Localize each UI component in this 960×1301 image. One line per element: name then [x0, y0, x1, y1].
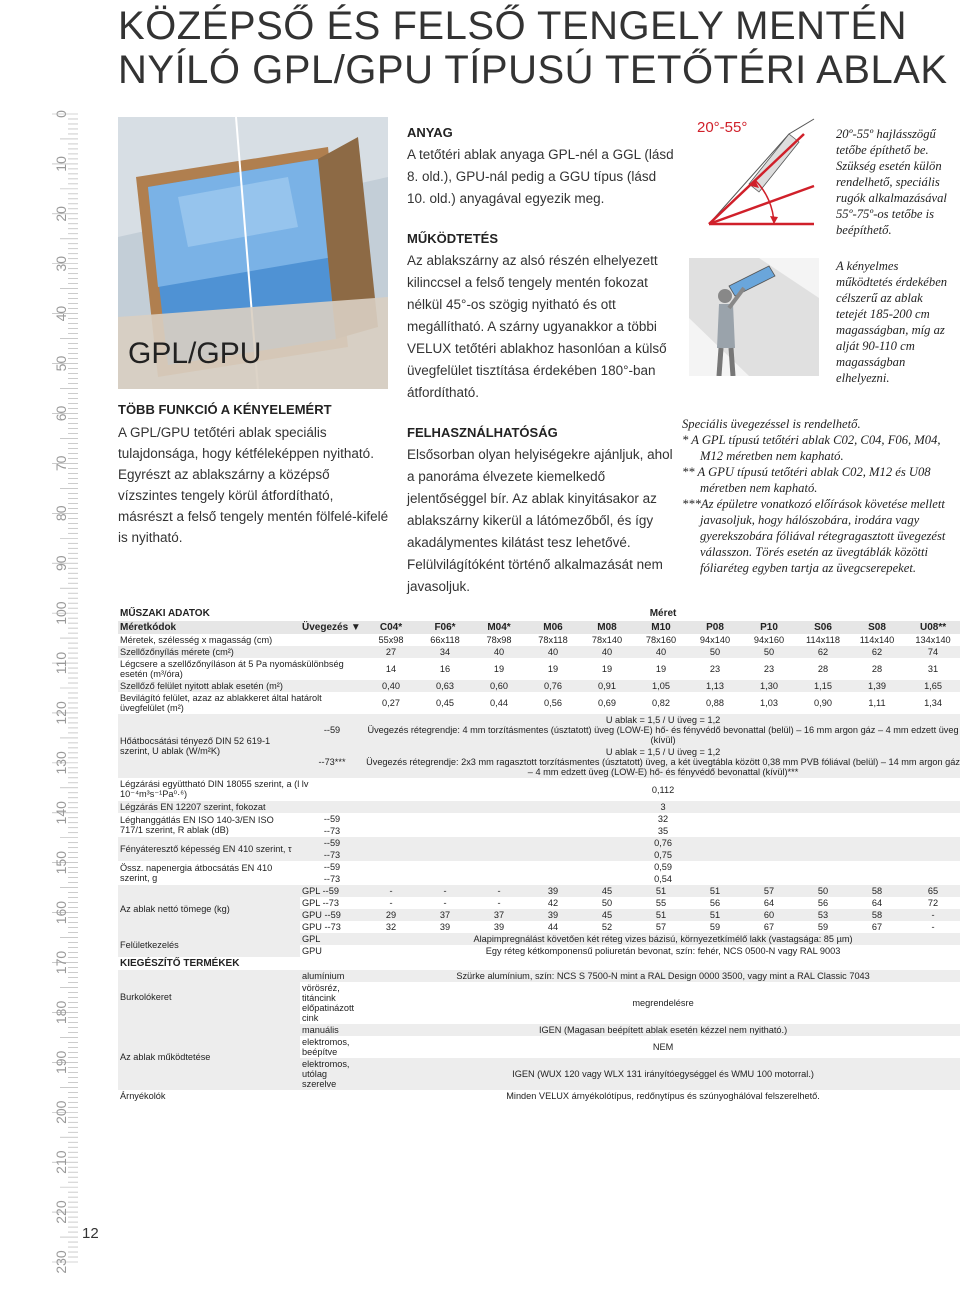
table-row: [118, 861, 960, 873]
air-exchange-cell: 14: [385, 664, 397, 674]
table-row: [118, 680, 960, 692]
glazing-59: --59: [300, 714, 364, 746]
size-code: M10: [634, 621, 688, 634]
glazing-73: --73***: [300, 746, 364, 778]
ruler-label: 70: [53, 455, 69, 472]
ruler-label: 40: [53, 305, 69, 322]
ruler-label: 210: [53, 1150, 69, 1174]
vent-area-cell: 40: [634, 646, 688, 658]
light-area-cell: 0,45: [436, 698, 454, 708]
vent-area-cell: 74: [904, 646, 960, 658]
table-row: [118, 837, 960, 849]
weight-cell: -: [904, 909, 960, 921]
accessories-heading: KIEGÉSZÍTŐ TERMÉKEK: [120, 958, 240, 969]
note-star1: * A GPL típusú tetőtéri ablak C02, C04, F06, M04, M12 méretben nem kapható.: [682, 433, 941, 463]
sound-value-59: 32: [657, 814, 669, 824]
surface-gpu: GPU: [302, 946, 322, 956]
table-row: [118, 658, 960, 680]
vent-area-cell: 62: [796, 646, 850, 658]
dimensions-cell: 78x118: [538, 635, 568, 645]
weight-cell: 60: [742, 909, 796, 921]
cladding-copper-desc: megrendelésre: [632, 998, 694, 1008]
operation-manual-desc: IGEN (Magasan beépített ablak esetén kézzel nem nyitható.): [364, 1024, 960, 1036]
weight-cell: 52: [601, 922, 613, 932]
light-area-cell: 1,34: [924, 698, 942, 708]
vent-surface-cell: 1,05: [634, 680, 688, 692]
vent-surface-cell: 1,30: [742, 680, 796, 692]
operation-retrofit: elektromos, utólag szerelve: [300, 1058, 364, 1090]
ruler-label: 180: [53, 1000, 69, 1025]
light-area-cell: 0,69: [598, 698, 616, 708]
light-area-cell: 0,56: [544, 698, 562, 708]
weight-cell: 65: [904, 885, 960, 897]
glazing-label: Üvegezés ▼: [300, 621, 364, 634]
air-exchange-cell: 23: [763, 664, 775, 674]
light-area-cell: 0,27: [382, 698, 400, 708]
weight-cell: 53: [796, 909, 850, 921]
weight-cell: 39: [493, 922, 505, 932]
u-value-59: [364, 714, 960, 746]
airtight-en-label: Légzárás EN 12207 szerint, fokozat: [118, 801, 364, 813]
weight-type: GPL --59: [300, 885, 364, 897]
vent-area-cell: 62: [850, 646, 904, 658]
surface-label: Felületkezelés: [118, 933, 300, 957]
operation-builtin: elektromos, beépítve: [302, 1037, 350, 1057]
ruler-label: 220: [53, 1200, 69, 1224]
table-row: [118, 885, 960, 897]
light-area-cell: 0,88: [706, 698, 724, 708]
airtight-en-value: 3: [364, 801, 960, 813]
weight-cell: 39: [526, 885, 580, 897]
operation-label: Az ablak működtetése: [118, 1024, 300, 1090]
ruler-label: 10: [53, 156, 69, 172]
ruler: [0, 0, 78, 1301]
dimensions-cell: 94x140: [699, 635, 731, 645]
cladding-aluminium-desc: Szürke alumínium, szín: NCS S 7500-N mint a RAL Design 0000 3500, vagy mint a RAL Classic 7043: [364, 970, 960, 982]
light-area-cell: 1,11: [868, 698, 886, 708]
note-star3: ***Az épületre vonatkozó előírások követése mellett javasoljuk, hogy hálószobára, irodára vagy gyerekszobára fóliával rétegragasztott üvegezést válasszon. Törés esetén az üvegtáblák közötti fóliaréteg egyben tartja az üvegcserepeket.: [682, 497, 946, 575]
vent-area-cell: 27: [364, 646, 418, 658]
section-text-operation: Az ablakszárny az alsó részén elhelyezett kilinccsel a felső tengely mentén fokozat nélkül 45°-os szögig nyitható és ott megállítható. A szárny ugyanakkor a többi VELUX tetőtéri ablakhoz hasonlóan a külső üvegfelület tisztítása érdekében 180°-ban átfordítható.: [407, 253, 667, 400]
person-illustration: [689, 258, 819, 376]
vent-area-cell: 40: [580, 646, 634, 658]
size-code: M08: [580, 621, 634, 634]
size-code: P08: [688, 621, 742, 634]
ruler-label: 200: [53, 1100, 69, 1124]
note-pitch: 20º-55º hajlásszögű tetőbe építhető be. Szükség esetén külön rendelhető, speciális rugók alkalmazásával 55º-75º-os tetőbe is beépíthető.: [836, 127, 947, 237]
energy-value-59: 0,59: [654, 862, 672, 872]
weight-cell: 56: [817, 898, 829, 908]
ruler-label: 20: [53, 206, 69, 222]
weight-label: Az ablak nettó tömege (kg): [118, 885, 300, 933]
air-exchange-cell: 23: [709, 664, 721, 674]
weight-cell: 42: [547, 898, 559, 908]
vent-surface-cell: 1,65: [904, 680, 960, 692]
dimensions-cell: 66x118: [430, 635, 460, 645]
vent-surface-cell: 0,91: [580, 680, 634, 692]
sound-glazing-73: --73: [323, 826, 341, 836]
page-title: [118, 4, 948, 92]
u-value-59-desc: Üvegezés rétegrendje: 4 mm torzításmentes (úsztatott) üveg (LOW-E) hő- és fényvédő bevonattal (belül) – 16 mm argon gáz – 4 mm edzett üveg (kívül): [367, 725, 959, 745]
airtight-value: 0,112: [651, 784, 675, 795]
weight-cell: 50: [601, 898, 613, 908]
ruler-label: 30: [53, 255, 69, 272]
light-trans-value-59: 0,76: [364, 837, 960, 849]
air-exchange-cell: 28: [817, 664, 829, 674]
light-trans-glazing-73: --73: [300, 849, 364, 861]
weight-cell: 57: [742, 885, 796, 897]
size-code: S06: [796, 621, 850, 634]
vent-surface-cell: 0,60: [472, 680, 526, 692]
operation-retrofit-desc: IGEN (WUX 120 vagy WLX 131 irányítóegységgel és WMU 100 motorral.): [364, 1058, 960, 1090]
weight-cell: -: [497, 898, 501, 908]
weight-cell: 51: [634, 909, 688, 921]
weight-cell: -: [389, 898, 393, 908]
section-text-material: A tetőtéri ablak anyaga GPL-nél a GGL (lásd 8. old.), GPU-nál pedig a GGU típus (lásd 10. old.) anyagával egyezik meg.: [407, 147, 674, 206]
angle-label: 20°-55°: [697, 119, 748, 136]
weight-type: GPU --59: [300, 909, 364, 921]
dimensions-cell: 114x140: [859, 635, 895, 645]
dimensions-cell: 78x160: [645, 635, 677, 645]
weight-cell: 57: [655, 922, 667, 932]
energy-value-73: 0,54: [654, 874, 672, 884]
weight-cell: -: [931, 922, 935, 932]
ruler-label: 140: [53, 801, 69, 825]
operation-builtin-desc: NEM: [652, 1042, 674, 1052]
weight-cell: 67: [871, 922, 883, 932]
dimensions-label: Méretek, szélesség x magasság (cm): [120, 635, 273, 645]
note-special-glass: Speciális üvegezéssel is rendelhető.: [682, 417, 861, 431]
surface-gpu-desc: Egy réteg kétkomponensű poliuretán bevonat, szín: fehér, NCS 0500-N vagy RAL 9003: [485, 946, 841, 956]
light-area-cell: 0,82: [652, 698, 670, 708]
weight-cell: 45: [580, 909, 634, 921]
section-heading-usage: FELHASZNÁLHATÓSÁG: [407, 425, 558, 440]
weight-type: GPL --73: [302, 898, 339, 908]
section-text-usage: Elsősorban olyan helyiségekre ajánljuk, ahol a panoráma élvezete kiemelkedő jelentőséggel bír. Az ablak kinyitásakor az ablakszárny kikerül a látómezőből, és így akadálymentes kilátást tesz lehetővé. Felülvilágítóként történő alkalmazását nem javasoljuk.: [407, 447, 673, 594]
page-number: 12: [82, 1225, 99, 1242]
ruler-label: 0: [53, 110, 69, 118]
table-row: [118, 606, 960, 621]
dimensions-cell: 55x98: [378, 635, 404, 645]
table-header-size: Méret: [649, 608, 677, 619]
size-code: P10: [742, 621, 796, 634]
table-row: [118, 692, 960, 714]
ruler-label: 90: [53, 555, 69, 572]
weight-cell: 64: [763, 898, 775, 908]
ruler-label: 110: [53, 651, 69, 675]
weight-cell: 58: [850, 885, 904, 897]
dimensions-cell: 78x140: [591, 635, 623, 645]
heat-label: Hőátbocsátási tényező DIN 52 619-1 szerint, U ablak (W/m²K): [118, 714, 300, 778]
dimensions-cell: 114x118: [806, 635, 840, 645]
vent-area-cell: 40: [472, 646, 526, 658]
table-row: [118, 801, 960, 813]
intro-text: A GPL/GPU tetőtéri ablak speciális tulajdonsága, hogy kétféleképpen nyitható. Egyrészt az ablakszárny a középső vízszintes tengely körül átfordítható, másrészt a felső tengely mentén fölfelé-kifelé is nyitható.: [118, 425, 389, 545]
light-area-cell: 0,44: [490, 698, 508, 708]
light-trans-value-73: 0,75: [364, 849, 960, 861]
ruler-label: 150: [53, 851, 69, 875]
ruler-label: 100: [53, 601, 69, 625]
ruler-label: 170: [53, 950, 69, 975]
surface-gpl-desc: Alapimpregnálást követően két réteg vizes bázisú, környezetkímélő lakk (vastagsága: 85 µm): [364, 933, 960, 945]
shades-desc: Minden VELUX árnyékolótípus, redőnytípus és szúnyoghálóval felszerelhető.: [506, 1091, 820, 1101]
weight-cell: 55: [655, 898, 667, 908]
sound-glazing-59: --59: [323, 814, 341, 824]
weight-cell: -: [418, 885, 472, 897]
operation-manual: manuális: [300, 1024, 364, 1036]
surface-gpl: GPL: [300, 933, 364, 945]
air-exchange-label: Légcsere a szellőzőnyíláson át 5 Pa nyomáskülönbség esetén (m³/óra): [120, 659, 344, 679]
weight-cell: -: [364, 885, 418, 897]
dimensions-cell: 94x160: [753, 635, 785, 645]
size-code: C04*: [364, 621, 418, 634]
weight-cell: 37: [418, 909, 472, 921]
air-exchange-cell: 28: [871, 664, 883, 674]
weight-cell: 39: [526, 909, 580, 921]
size-code: S08: [850, 621, 904, 634]
table-row: [118, 957, 960, 970]
air-exchange-cell: 19: [601, 664, 613, 674]
light-trans-glazing-59: --59: [300, 837, 364, 849]
vent-area-cell: 50: [688, 646, 742, 658]
table-row: [118, 1024, 960, 1036]
table-row: [118, 634, 960, 646]
ruler-graphic: [0, 0, 78, 1301]
ruler-label: 50: [53, 355, 69, 372]
weight-cell: 45: [580, 885, 634, 897]
table-row: [118, 1090, 960, 1102]
vent-area-label: Szellőzőnyílás mérete (cm²): [118, 646, 364, 658]
vent-surface-cell: 1,13: [688, 680, 742, 692]
vent-surface-cell: 0,76: [526, 680, 580, 692]
ruler-label: 160: [53, 900, 69, 925]
weight-cell: -: [443, 898, 447, 908]
cladding-aluminium: alumínium: [300, 970, 364, 982]
weight-type: GPU --73: [302, 922, 341, 932]
light-area-cell: 1,03: [760, 698, 778, 708]
u-value-73: [364, 746, 960, 778]
u-value-59-formula: U ablak = 1,5 / U üveg = 1,2: [605, 715, 721, 725]
dimensions-cell: 134x140: [915, 635, 951, 645]
light-area-cell: 0,90: [814, 698, 832, 708]
shades-label: Árnyékolók: [120, 1091, 166, 1101]
air-exchange-cell: 19: [655, 664, 667, 674]
weight-cell: 51: [688, 885, 742, 897]
energy-label: Össz. napenergia átbocsátás EN 410 szerint, g: [120, 863, 273, 883]
angle-diagram-graphic: [689, 114, 819, 249]
air-exchange-cell: 16: [439, 664, 451, 674]
table-row: [118, 714, 960, 746]
size-code: U08**: [904, 621, 960, 634]
title-line-1: KÖZÉPSŐ ÉS FELSŐ TENGELY MENTÉN: [118, 4, 908, 48]
size-code: F06*: [418, 621, 472, 634]
light-trans-label: Fényáteresztő képesség EN 410 szerint, τ: [118, 837, 300, 861]
weight-cell: 59: [709, 922, 721, 932]
table-row: [118, 813, 960, 825]
ruler-label: 80: [53, 505, 69, 522]
airtight-label: Légzárási együttható DIN 18055 szerint, a (l lv 10⁻⁴m³s⁻¹Pa⁰·⁶): [120, 779, 309, 799]
weight-cell: 44: [547, 922, 559, 932]
vent-area-cell: 50: [742, 646, 796, 658]
cladding-copper: vörösréz, titáncink előpatinázott cink: [302, 983, 355, 1023]
vent-surface-cell: 0,63: [418, 680, 472, 692]
u-value-73-formula: U ablak = 1,5 / U üveg = 1,2: [605, 747, 721, 757]
table-row: [118, 621, 960, 634]
size-code: M04*: [472, 621, 526, 634]
note-comfort: A kényelmes működtetés érdekében célszerű az ablak tetejét 185-200 cm magasságban, míg az alját 90-110 cm magasságban elhelyezni.: [836, 259, 948, 385]
weight-cell: 50: [796, 885, 850, 897]
size-codes-label: Méretkódok: [118, 621, 300, 634]
weight-cell: 37: [472, 909, 526, 921]
description-column: [407, 112, 675, 598]
intro-heading: TÖBB FUNKCIÓ A KÉNYELEMÉRT: [118, 402, 332, 417]
vent-surface-cell: 0,40: [364, 680, 418, 692]
table-row: [118, 933, 960, 945]
light-area-label: Bevilágító felület, azaz az ablakkeret által határolt üvegfelület (m²): [120, 693, 322, 713]
ruler-label: 130: [53, 751, 69, 775]
title-line-2: NYÍLÓ GPL/GPU TÍPUSÚ TETŐTÉRI ABLAK: [118, 48, 948, 92]
u-value-73-desc: Üvegezés rétegrendje: 2x3 mm ragasztott torzításmentes (úsztatott) üveg, a két üvegtábla között 0,38 mm PVB fóliával (belül) – 14 mm argon gáz – 4 mm edzett üveg (LOW-E) hő- és fényvédő bevonattal (kívül)***: [366, 757, 960, 777]
air-exchange-cell: 31: [927, 664, 939, 674]
weight-cell: 39: [439, 922, 451, 932]
weight-cell: 58: [850, 909, 904, 921]
air-exchange-cell: 19: [493, 664, 505, 674]
size-code: M06: [526, 621, 580, 634]
product-label: GPL/GPU: [128, 337, 262, 370]
section-heading-material: ANYAG: [407, 125, 453, 140]
vent-area-cell: 34: [418, 646, 472, 658]
dimensions-cell: 78x98: [486, 635, 512, 645]
air-exchange-cell: 19: [547, 664, 559, 674]
roof-angle-diagram: [689, 114, 819, 249]
table-header-title: MŰSZAKI ADATOK: [120, 608, 210, 619]
sound-value-73: 35: [657, 826, 669, 836]
weight-cell: 51: [634, 885, 688, 897]
weight-cell: -: [472, 885, 526, 897]
weight-cell: 29: [364, 909, 418, 921]
footnotes: [682, 416, 954, 576]
table-row: [118, 646, 960, 658]
weight-cell: 72: [927, 898, 939, 908]
vent-surface-cell: 1,15: [796, 680, 850, 692]
energy-glazing-73: --73: [323, 874, 341, 884]
technical-data-table: [118, 606, 960, 1102]
ruler-label: 60: [53, 405, 69, 422]
weight-cell: 59: [817, 922, 829, 932]
weight-cell: 67: [763, 922, 775, 932]
weight-cell: 64: [871, 898, 883, 908]
ruler-label: 190: [53, 1050, 69, 1075]
vent-surface-cell: 1,39: [850, 680, 904, 692]
vent-surface-label: Szellőző felület nyitott ablak esetén (m²): [118, 680, 364, 692]
energy-glazing-59: --59: [323, 862, 341, 872]
table-row: [118, 778, 960, 801]
cladding-label: Burkolókeret: [118, 970, 300, 1024]
section-heading-operation: MŰKÖDTETÉS: [407, 231, 498, 246]
ruler-label: 120: [53, 701, 69, 725]
comfort-diagram: [689, 258, 819, 376]
vent-area-cell: 40: [526, 646, 580, 658]
weight-cell: 51: [688, 909, 742, 921]
table-row: [118, 970, 960, 982]
product-photo: [118, 117, 388, 389]
note-star2: ** A GPU típusú tetőtéri ablak C02, M12 és U08 méretben nem kapható.: [682, 465, 931, 495]
sound-label: Léghanggátlás EN ISO 140-3/EN ISO 717/1 szerint, R ablak (dB): [120, 815, 274, 835]
weight-cell: 32: [385, 922, 397, 932]
weight-cell: 56: [709, 898, 721, 908]
ruler-label: 230: [53, 1250, 69, 1274]
